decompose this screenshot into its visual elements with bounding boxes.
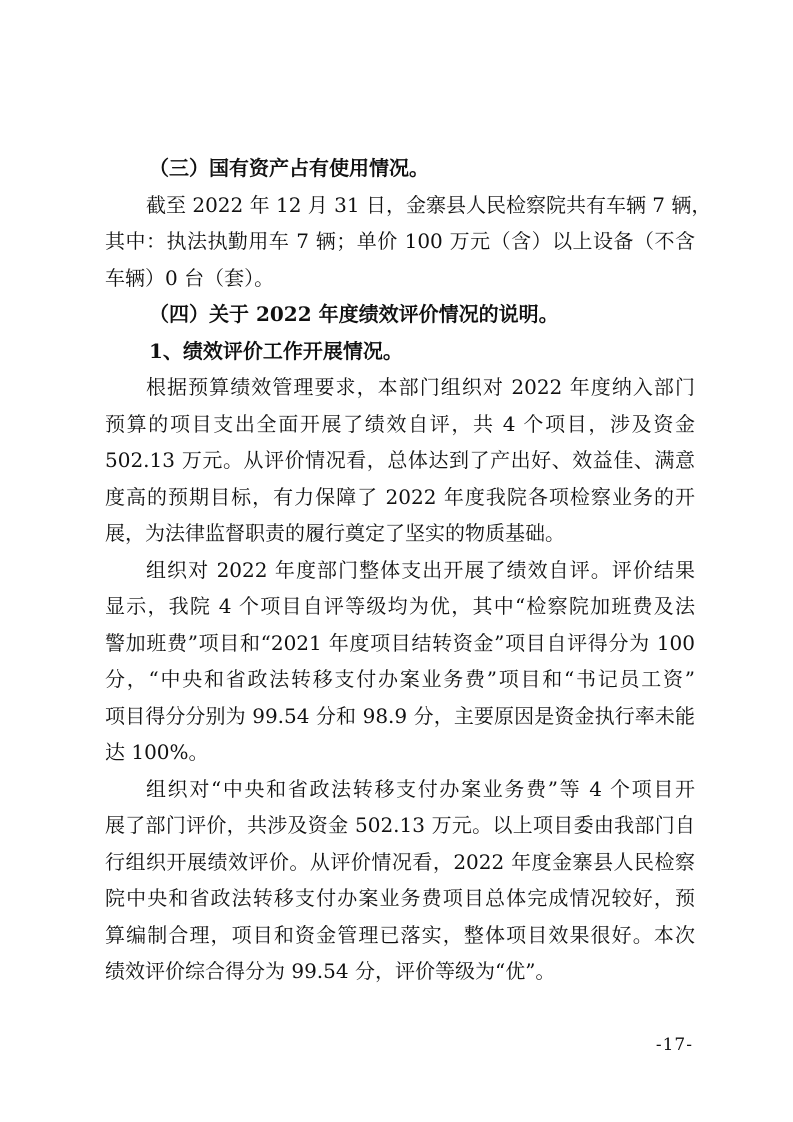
paragraph-line: 车辆）0 台（套）。	[105, 265, 275, 290]
paragraph-line: 预算的项目支出全面开展了绩效自评，共 4 个项目，涉及资金	[105, 411, 695, 436]
paragraph-line: 其中：执法执勤用车 7 辆；单价 100 万元（含）以上设备（不含	[105, 229, 695, 253]
paragraph-line: 绩效评价综合得分为 99.54 分，评价等级为“优”。	[105, 959, 556, 983]
paragraph-line: 院中央和省政法转移支付办案业务费项目总体完成情况较好，预	[105, 886, 695, 910]
paragraph-line: 截至 2022 年 12 月 31 日，金寨县人民检察院共有车辆 7 辆，	[146, 192, 712, 217]
paragraph-line: 项目得分分别为 99.54 分和 98.9 分，主要原因是资金执行率未能	[105, 703, 695, 728]
paragraph-line: 展了部门评价，共涉及资金 502.13 万元。以上项目委由我部门自	[105, 813, 695, 837]
paragraph-line: 算编制合理，项目和资金管理已落实，整体项目效果很好。本次	[105, 922, 695, 947]
paragraph-line: 度高的预期目标，有力保障了 2022 年度我院各项检察业务的开	[105, 484, 695, 509]
paragraph-line: 502.13 万元。从评价情况看，总体达到了产出好、效益佳、满意	[105, 448, 695, 472]
paragraph-self-evaluation	[105, 369, 695, 552]
paragraph-line: 展，为法律监督职责的履行奠定了坚实的物质基础。	[105, 521, 565, 545]
page-number: -17-	[655, 1035, 693, 1055]
section-heading-assets: （三）国有资产占有使用情况。	[149, 156, 429, 180]
paragraph-line: 显示，我院 4 个项目自评等级均为优，其中“检察院加班费及法	[105, 594, 695, 618]
paragraph-line: 组织对“中央和省政法转移支付办案业务费”等 4 个项目开	[146, 776, 695, 801]
paragraph-line: 根据预算绩效管理要求，本部门组织对 2022 年度纳入部门	[146, 375, 695, 399]
subsection-heading: 1、绩效评价工作开展情况。	[149, 338, 403, 363]
paragraph-line: 警加班费”项目和“2021 年度项目结转资金”项目自评得分为 100	[105, 630, 695, 655]
paragraph-overall-evaluation	[105, 552, 695, 771]
paragraph-department-evaluation	[105, 771, 695, 990]
paragraph-line: 行组织开展绩效评价。从评价情况看，2022 年度金寨县人民检察	[105, 849, 695, 874]
paragraph-assets	[105, 187, 712, 297]
page-body	[105, 150, 712, 990]
paragraph-line: 分，“中央和省政法转移支付办案业务费”项目和“书记员工资”	[105, 667, 695, 691]
paragraph-line: 达 100%。	[105, 740, 209, 764]
paragraph-line: 组织对 2022 年度部门整体支出开展了绩效自评。评价结果	[146, 557, 695, 582]
section-heading-performance: （四）关于 2022 年度绩效评价情况的说明。	[149, 302, 559, 326]
